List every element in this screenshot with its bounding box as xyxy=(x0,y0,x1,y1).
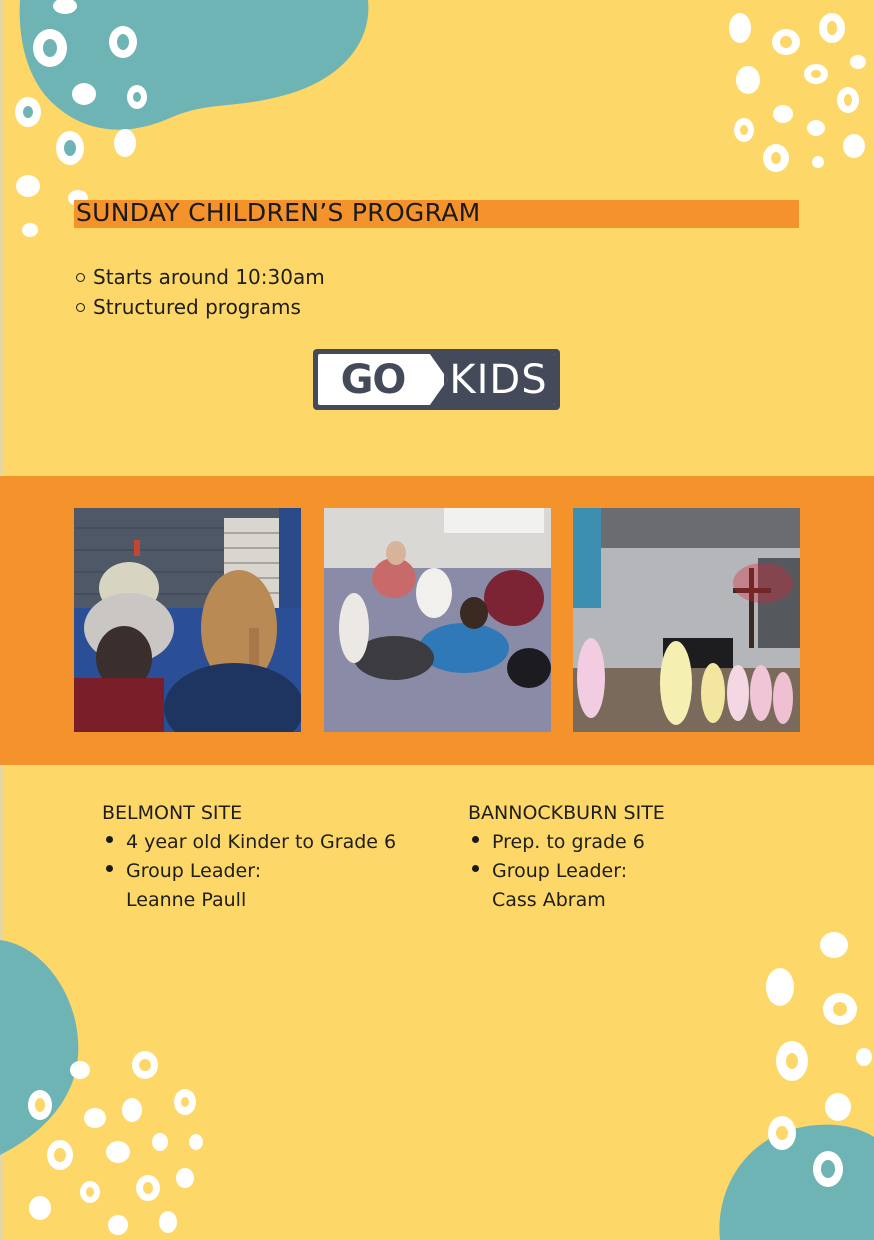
bullet-icon xyxy=(472,865,479,872)
photo-group-floor-activity xyxy=(324,508,551,732)
ring-bullet-icon xyxy=(76,303,85,312)
list-item xyxy=(102,828,396,857)
list-item xyxy=(76,292,325,322)
list-item xyxy=(102,857,396,886)
belmont-site xyxy=(102,798,396,915)
list-item-text: Prep. to grade 6 xyxy=(492,831,645,853)
list-item-text: Starts around 10:30am xyxy=(93,265,325,289)
logo-kids-text: KIDS xyxy=(428,354,555,405)
site-title: BELMONT SITE xyxy=(102,802,243,824)
page-title: SUNDAY CHILDREN’S PROGRAM xyxy=(76,198,481,227)
program-bullets xyxy=(76,262,325,322)
top-right-dots xyxy=(720,0,874,180)
photo-helmet-storytelling xyxy=(74,508,301,732)
logo-go-text: GO xyxy=(340,356,406,403)
bottom-right-decoration xyxy=(700,925,874,1240)
bannockburn-site xyxy=(468,798,665,915)
gokids-logo xyxy=(313,349,560,410)
site-title: BANNOCKBURN SITE xyxy=(468,802,665,824)
list-item-text: Group Leader: xyxy=(126,860,262,882)
bullet-icon xyxy=(106,865,113,872)
list-item xyxy=(76,262,325,292)
list-item xyxy=(468,857,665,886)
list-item xyxy=(468,828,665,857)
group-leader-name: Leanne Paull xyxy=(126,889,247,911)
list-item-text: 4 year old Kinder to Grade 6 xyxy=(126,831,397,853)
list-item-text: Structured programs xyxy=(93,295,301,319)
list-item-text: Group Leader: xyxy=(492,860,628,882)
bottom-left-decoration xyxy=(0,930,220,1240)
photo-stage-performance xyxy=(573,508,800,732)
bullet-icon xyxy=(472,836,479,843)
ring-bullet-icon xyxy=(76,273,85,282)
group-leader-name: Cass Abram xyxy=(492,889,606,911)
bullet-icon xyxy=(106,836,113,843)
